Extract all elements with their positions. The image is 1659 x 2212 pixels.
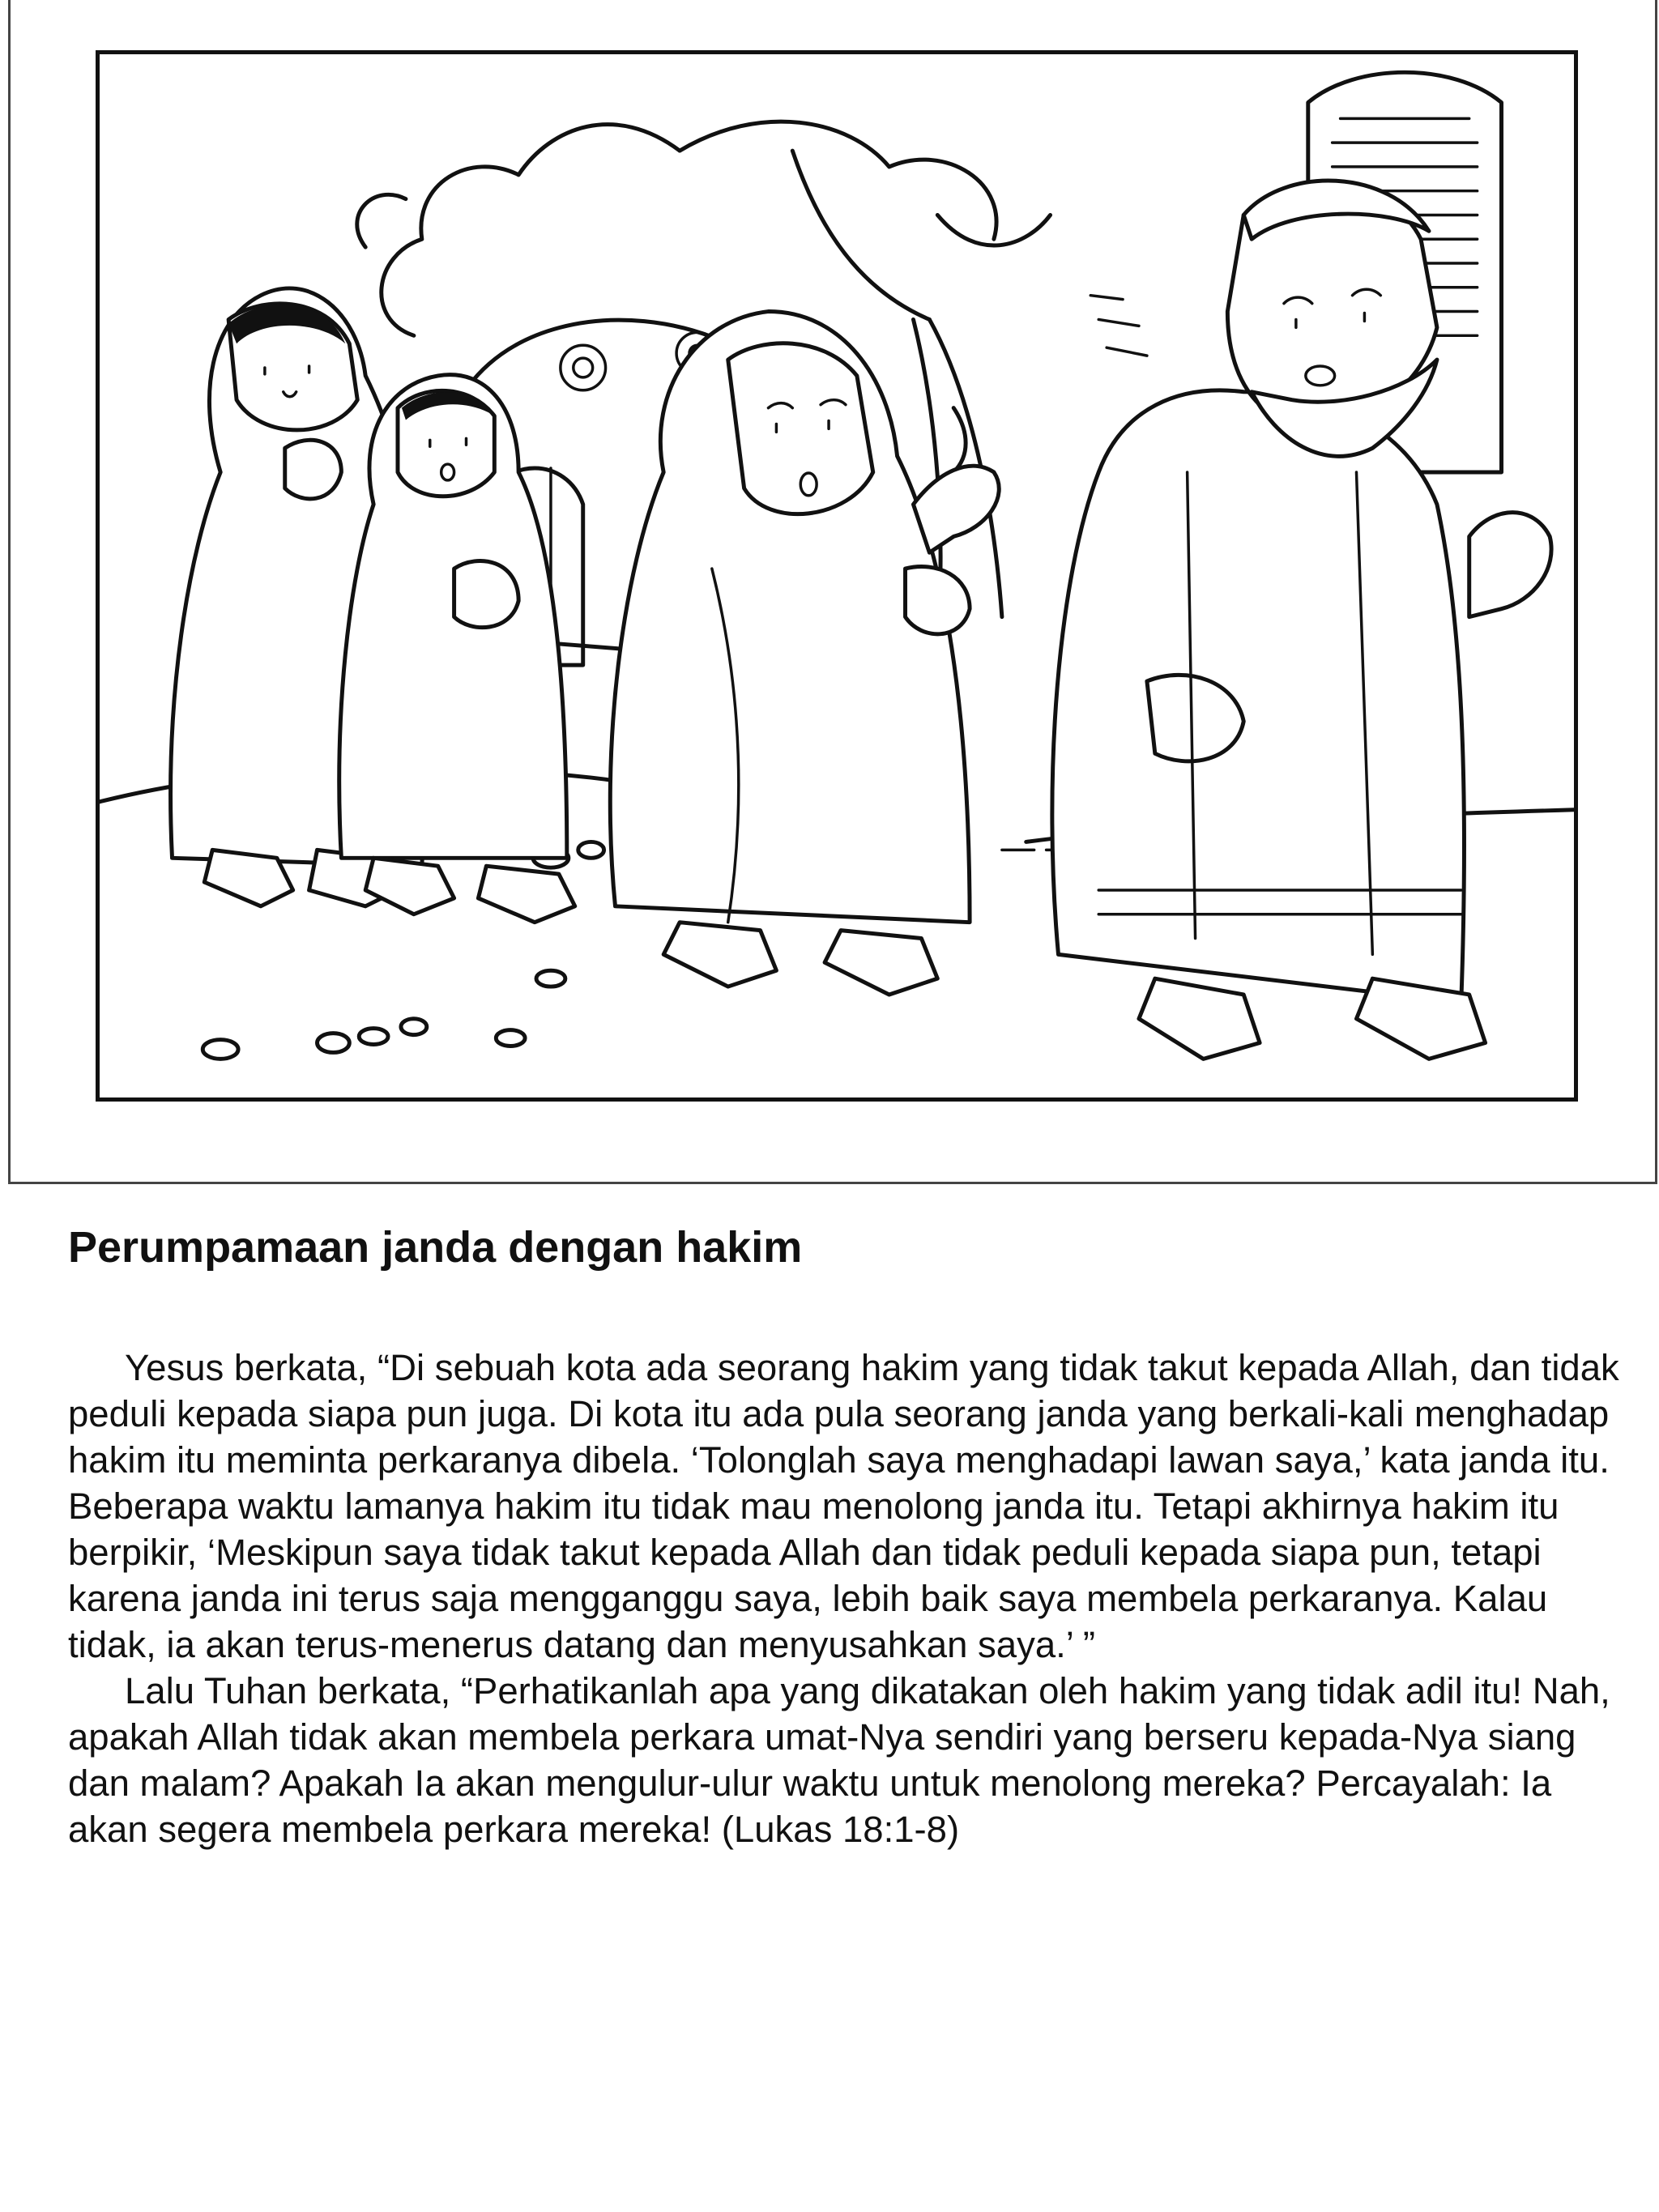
story-title: Perumpamaan janda dengan hakim: [68, 1223, 803, 1272]
story-text: [68, 1345, 1623, 1852]
story-paragraph-1: Yesus berkata, “Di sebuah kota ada seorang hakim yang tidak takut kepada Allah, dan tidak peduli kepada siapa pun juga. Di kota itu ada pula seorang janda yang berkali-kali menghadap hakim itu meminta perkaranya dibela. ‘Tolonglah saya menghadapi lawan saya,’ kata janda itu. Beberapa waktu lamanya hakim itu tidak mau menolong janda itu. Tetapi akhirnya hakim itu berpikir, ‘Meskipun saya tidak takut kepada Allah dan tidak peduli kepada siapa pun, tetapi karena janda ini terus saja mengganggu saya, lebih baik saya membela perkaranya. Kalau tidak, ia akan terus-menerus datang dan menyusahkan saya.’ ”: [68, 1347, 1619, 1665]
woman-middle-figure: [339, 375, 575, 923]
coloring-illustration: [96, 50, 1578, 1102]
story-paragraph-2: Lalu Tuhan berkata, “Perhatikanlah apa yang dikatakan oleh hakim yang tidak adil itu! Nah, apakah Allah tidak akan membela perkara umat-Nya sendiri yang berseru kepada-Nya siang dan malam? Apakah Ia akan mengulur-ulur waktu untuk menolong mereka? Percayalah: Ia akan segera membela perkara mereka! (Lukas 18:1-8): [68, 1670, 1610, 1850]
widow-figure: [610, 312, 999, 995]
